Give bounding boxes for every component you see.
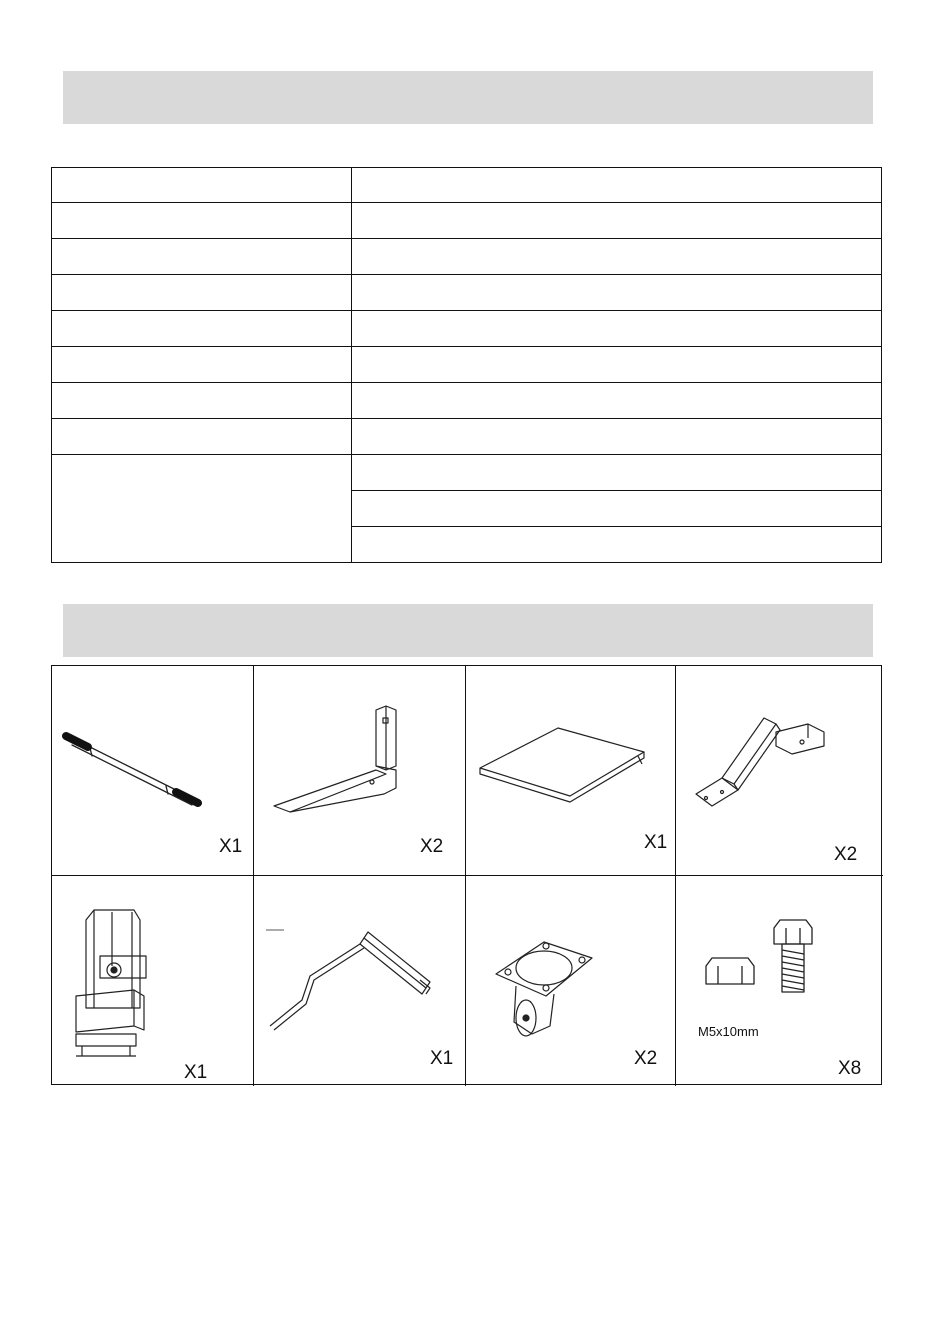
spec-label-cell <box>52 347 352 383</box>
spec-label-cell <box>52 383 352 419</box>
bolt-size-label: M5x10mm <box>698 1024 759 1039</box>
spec-value-cell <box>352 239 882 275</box>
spec-label-cell <box>52 275 352 311</box>
part-cell-bolt-nut <box>676 876 883 1086</box>
section-header-band-2 <box>63 604 873 657</box>
spec-value-cell <box>352 347 882 383</box>
main-frame-illustration <box>52 876 254 1086</box>
spec-value-cell <box>352 419 882 455</box>
part-cell-mount-arm <box>676 666 883 876</box>
quantity-label: X1 <box>644 832 668 853</box>
part-cell-handle-bar <box>52 666 254 876</box>
spec-value-cell <box>352 168 882 203</box>
spec-label-cell <box>52 239 352 275</box>
spec-table <box>51 167 882 563</box>
quantity-label: X1 <box>430 1048 454 1069</box>
spec-label-cell-merged <box>52 455 352 563</box>
spec-label-cell <box>52 419 352 455</box>
part-cell-fork-leg <box>254 666 466 876</box>
spec-value-cell <box>352 383 882 419</box>
part-cell-caster-wheel <box>466 876 676 1086</box>
spec-value-cell <box>352 275 882 311</box>
parts-grid <box>51 665 882 1085</box>
part-cell-plate <box>466 666 676 876</box>
quantity-label: X2 <box>834 844 858 865</box>
quantity-label: X1 <box>184 1062 208 1083</box>
spec-label-cell <box>52 311 352 347</box>
part-cell-main-frame <box>52 876 254 1086</box>
spec-value-cell <box>352 455 882 491</box>
spec-label-cell <box>52 203 352 239</box>
quantity-label: X8 <box>838 1058 862 1079</box>
bolt-nut-illustration <box>676 876 883 1086</box>
spec-value-cell <box>352 203 882 239</box>
spec-value-cell <box>352 311 882 347</box>
spec-label-cell <box>52 168 352 203</box>
spec-value-cell <box>352 491 882 527</box>
spec-value-cell <box>352 527 882 563</box>
section-header-band-1 <box>63 71 873 124</box>
quantity-label: X1 <box>219 836 243 857</box>
part-cell-crank-handle <box>254 876 466 1086</box>
quantity-label: X2 <box>420 836 444 857</box>
quantity-label: X2 <box>634 1048 658 1069</box>
